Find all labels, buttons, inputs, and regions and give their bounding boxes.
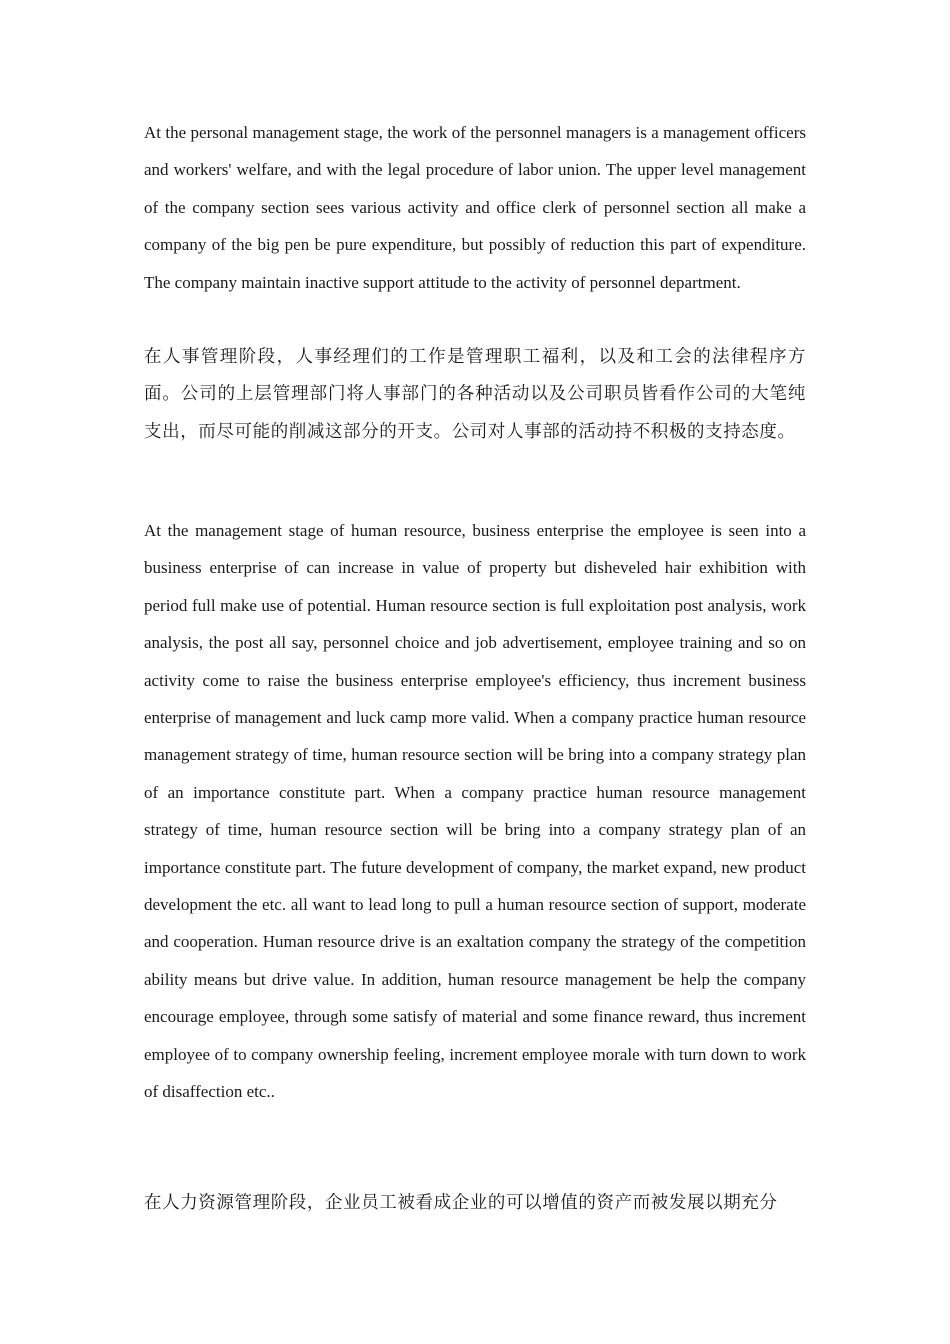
paragraph-1-chinese: 在人事管理阶段，人事经理们的工作是管理职工福利，以及和工会的法律程序方面。公司的上层管理部门将人事部门的各种活动以及公司职员皆看作公司的大笔纯支出，而尽可能的削减这部分的开支。公司对人事部的活动持不积极的支持态度。 [144,347,806,442]
paragraph-1-english: At the personal management stage, the work of the personnel managers is a management officers and workers' welfare, and with the legal procedure of labor union. The upper level management of the company section sees various activity and office clerk of personnel section all make a company of the big pen be pure expenditure, but possibly of reduction this part of expenditure. The company maintain inactive support attitude to the activity of personnel department. [144,123,806,292]
paragraph-2-english: At the management stage of human resource, business enterprise the employee is seen into a business enterprise of can increase in value of property but disheveled hair exhibition with period full make use of potential. Human resource section is full exploitation post analysis, work analysis, the post all say, personnel choice and job advertisement, employee training and so on activity come to raise the business enterprise employee's efficiency, thus increment business enterprise of management and luck camp more valid. When a company practice human resource management strategy of time, human resource section will be bring into a company strategy plan of an importance constitute part. When a company practice human resource management strategy of time, human resource section will be bring into a company strategy plan of an importance constitute part. The future development of company, the market expand, new product development the etc. all want to lead long to pull a human resource section of support, moderate and cooperation. Human resource drive is an exaltation company the strategy of the competition ability means but drive value. In addition, human resource management be help the company encourage employee, through some satisfy of material and some finance reward, thus increment employee of to company ownership feeling, increment employee morale with turn down to work of disaffection etc.. [144,521,806,1102]
paragraph-2-chinese: 在人力资源管理阶段，企业员工被看成企业的可以增值的资产而被发展以期充分 [144,1193,778,1213]
